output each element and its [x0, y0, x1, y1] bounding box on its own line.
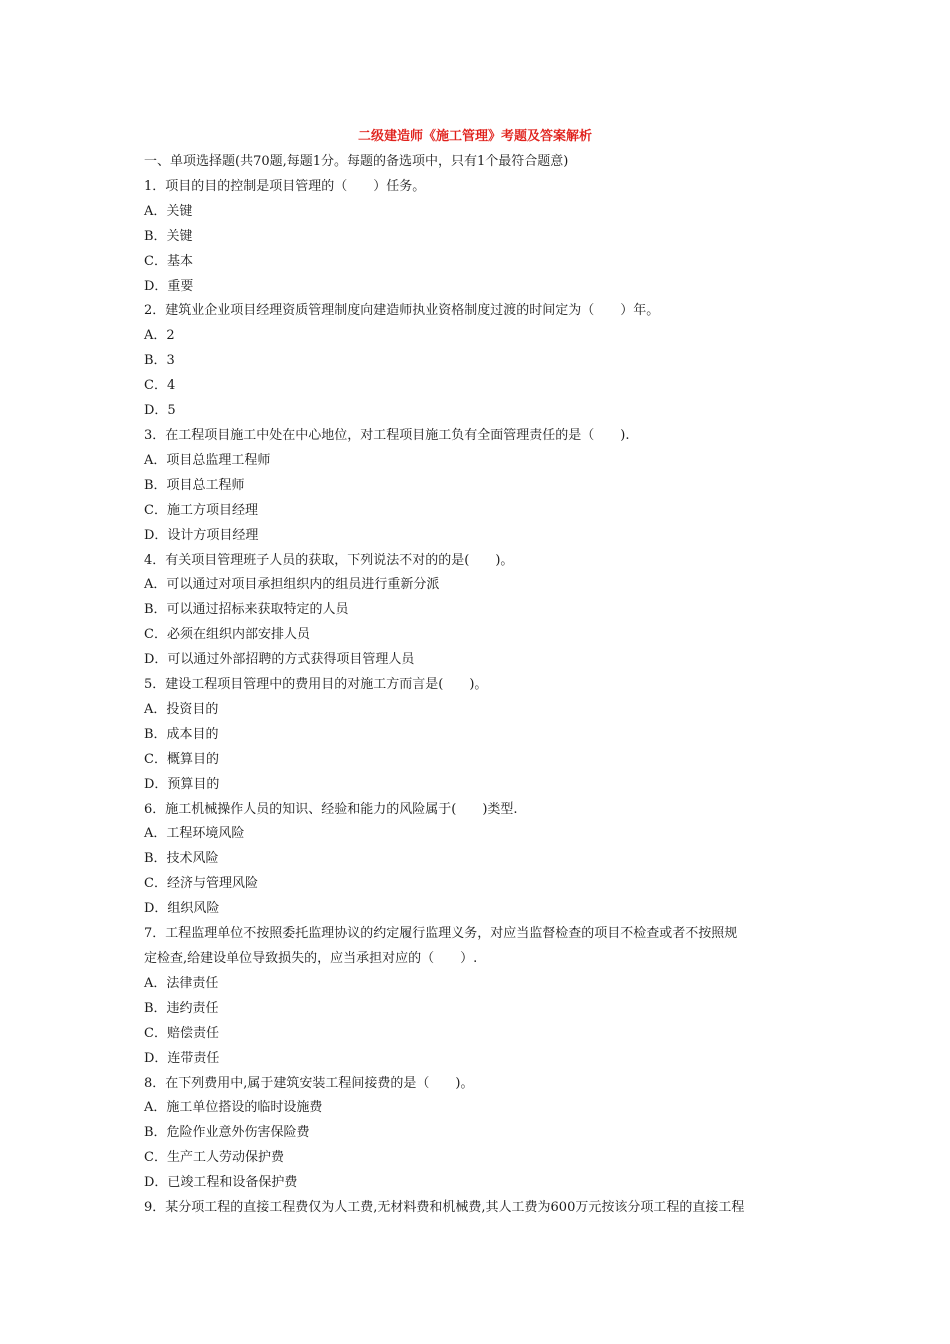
question-line: 6．施工机械操作人员的知识、经验和能力的风险属于( )类型.: [144, 801, 518, 817]
answer-option: D．已竣工程和设备保护费: [144, 1175, 298, 1191]
answer-option: A．工程环境风险: [144, 826, 245, 842]
question-list: [144, 175, 814, 1221]
answer-option: C．必须在组织内部安排人员: [144, 627, 310, 643]
answer-option: B．项目总工程师: [144, 477, 245, 493]
answer-option: C．基本: [144, 253, 193, 269]
answer-option: A．可以通过对项目承担组织内的组员进行重新分派: [144, 577, 440, 593]
answer-option: D．重要: [144, 278, 194, 294]
answer-option: D．组织风险: [144, 901, 220, 917]
answer-option: D．可以通过外部招聘的方式获得项目管理人员: [144, 652, 415, 668]
answer-option: B．成本目的: [144, 726, 219, 742]
document-title: 二级建造师《施工管理》考题及答案解析: [357, 129, 592, 144]
answer-option: B．技术风险: [144, 851, 219, 867]
answer-option: A．投资目的: [144, 701, 219, 717]
answer-option: C．施工方项目经理: [144, 502, 258, 518]
question-line: 3．在工程项目施工中处在中心地位，对工程项目施工负有全面管理责任的是（ ).: [144, 427, 630, 443]
document-body: [144, 150, 814, 1221]
answer-option: A．法律责任: [144, 975, 219, 991]
question-line: 5．建设工程项目管理中的费用目的对施工方而言是( )。: [144, 677, 488, 693]
answer-option: B．危险作业意外伤害保险费: [144, 1125, 310, 1141]
answer-option: D．设计方项目经理: [144, 527, 259, 543]
answer-option: B．违约责任: [144, 1000, 219, 1016]
section-header: 一、单项选择题(共70题,每题1分。每题的备选项中，只有1个最符合题意): [144, 154, 569, 169]
answer-option: C．赔偿责任: [144, 1025, 219, 1041]
answer-option: D．5: [144, 403, 176, 419]
answer-option: B．关键: [144, 228, 193, 244]
answer-option: A．项目总监理工程师: [144, 452, 271, 468]
answer-option: C．生产工人劳动保护费: [144, 1150, 284, 1166]
question-line: 2．建筑业企业项目经理资质管理制度向建造师执业资格制度过渡的时间定为（ ）年。: [144, 303, 660, 319]
answer-option: A．关键: [144, 203, 193, 219]
question-line: 7．工程监理单位不按照委托监理协议的约定履行监理义务，对应当监督检查的项目不检查或者不按照规: [144, 926, 738, 942]
question-line: 8．在下列费用中,属于建筑安装工程间接费的是（ )。: [144, 1075, 474, 1091]
answer-option: C．概算目的: [144, 751, 219, 767]
question-line: 4．有关项目管理班子人员的获取，下列说法不对的的是( )。: [144, 552, 514, 568]
question-line: 1．项目的目的控制是项目管理的（ ）任务。: [144, 178, 426, 194]
answer-option: D．预算目的: [144, 776, 220, 792]
answer-option: B．可以通过招标来获取特定的人员: [144, 602, 349, 618]
answer-option: C．4: [144, 378, 176, 394]
question-line: 9．某分项工程的直接工程费仅为人工费,无材料费和机械费,其人工费为600万元按该分项工程的直接工程: [144, 1200, 745, 1216]
answer-option: A．施工单位搭设的临时设施费: [144, 1100, 323, 1116]
question-line: 定检查,给建设单位导致损失的，应当承担对应的（ ）.: [144, 951, 478, 966]
answer-option: A．2: [144, 328, 175, 344]
answer-option: C．经济与管理风险: [144, 876, 258, 892]
answer-option: B．3: [144, 353, 175, 369]
answer-option: D．连带责任: [144, 1050, 220, 1066]
